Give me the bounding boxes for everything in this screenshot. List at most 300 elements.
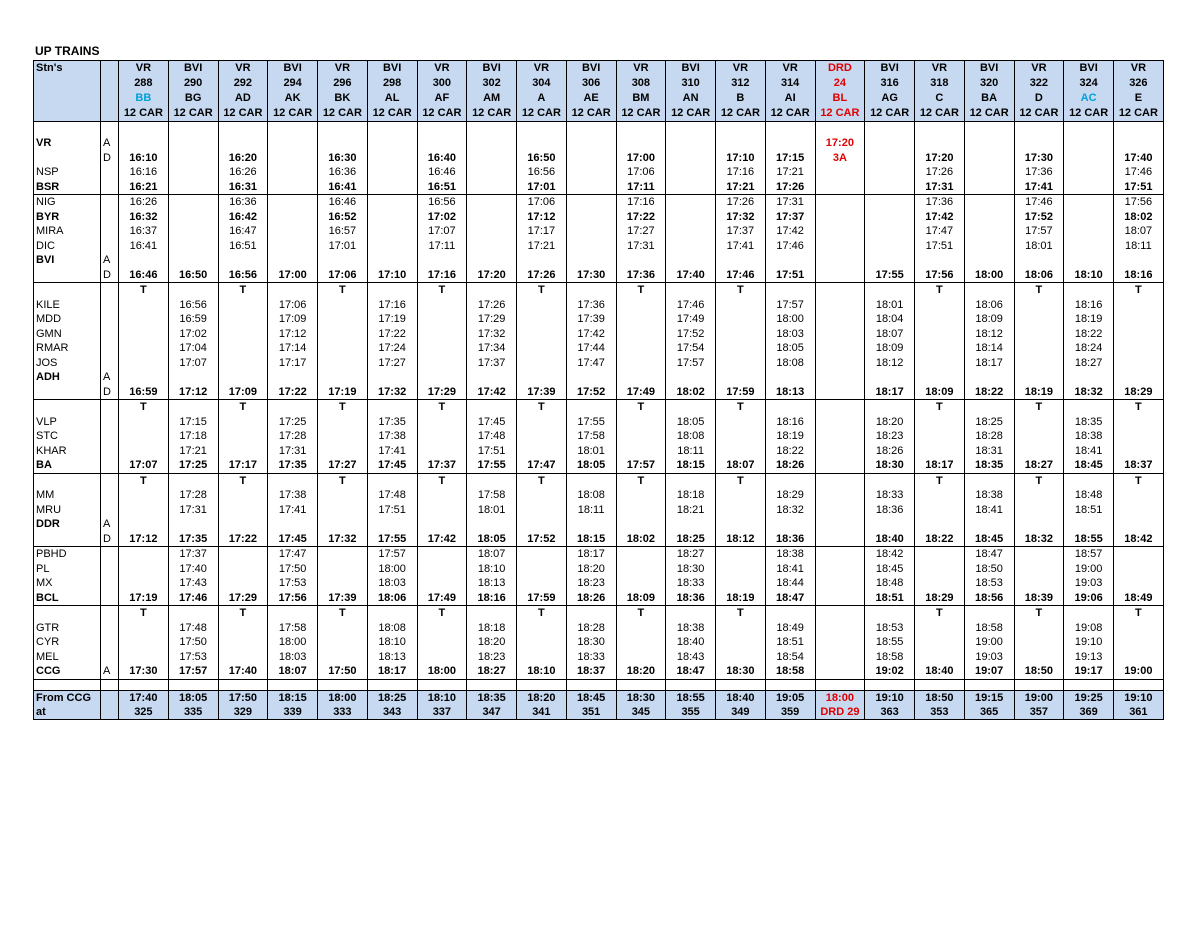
- time-cell: [119, 562, 169, 577]
- time-cell: [616, 356, 666, 371]
- time-cell: 18:19: [1064, 312, 1114, 327]
- time-cell: [1064, 165, 1114, 180]
- time-cell: [218, 429, 268, 444]
- time-cell: T: [616, 473, 666, 488]
- timetable-row: [34, 547, 1164, 562]
- spacer: [964, 122, 1014, 137]
- time-cell: 18:08: [666, 429, 716, 444]
- timetable-row: [34, 606, 1164, 621]
- time-cell: 18:53: [964, 576, 1014, 591]
- train-header: [218, 61, 268, 122]
- spacer: [268, 679, 318, 690]
- time-cell: 17:28: [168, 488, 218, 503]
- time-cell: [119, 503, 169, 518]
- time-cell: 18:07: [716, 458, 766, 473]
- time-cell: [517, 253, 567, 268]
- spacer: [915, 679, 965, 690]
- time-cell: [1014, 650, 1064, 665]
- station-name: NIG: [34, 195, 101, 210]
- time-cell: [467, 165, 517, 180]
- time-cell: [318, 327, 368, 342]
- time-cell: T: [716, 473, 766, 488]
- time-cell: [417, 488, 467, 503]
- time-cell: [218, 547, 268, 562]
- spacer: [1064, 679, 1114, 690]
- time-cell: [666, 517, 716, 532]
- time-cell: [915, 356, 965, 371]
- train-code: C: [935, 92, 944, 104]
- car-count: 12 CAR: [621, 107, 661, 119]
- time-cell: [1114, 356, 1164, 371]
- train-header: [168, 61, 218, 122]
- time-cell: [865, 136, 915, 151]
- time-cell: 17:21: [765, 165, 815, 180]
- time-cell: [815, 635, 865, 650]
- time-cell: 18:00: [964, 268, 1014, 283]
- time-cell: [367, 195, 417, 210]
- return-train-number: 351: [566, 705, 616, 720]
- time-cell: 17:57: [765, 298, 815, 313]
- time-cell: 17:47: [915, 224, 965, 239]
- time-cell: [716, 298, 766, 313]
- time-cell: 18:30: [566, 635, 616, 650]
- time-cell: [915, 635, 965, 650]
- time-cell: 17:51: [915, 239, 965, 254]
- time-cell: [417, 312, 467, 327]
- time-cell: 18:48: [865, 576, 915, 591]
- spacer: [101, 679, 119, 690]
- time-cell: [815, 180, 865, 195]
- time-cell: [1064, 239, 1114, 254]
- time-cell: [1064, 517, 1114, 532]
- time-cell: 17:19: [318, 385, 368, 400]
- station-name: [34, 385, 101, 400]
- ccg-departure: 18:35: [467, 690, 517, 705]
- time-cell: 18:16: [467, 591, 517, 606]
- train-header: [666, 61, 716, 122]
- time-cell: [517, 650, 567, 665]
- time-cell: 18:32: [765, 503, 815, 518]
- time-cell: T: [318, 606, 368, 621]
- time-cell: [666, 606, 716, 621]
- time-cell: 18:07: [268, 664, 318, 679]
- car-count: 12 CAR: [720, 107, 760, 119]
- time-cell: 16:46: [119, 268, 169, 283]
- time-cell: [616, 327, 666, 342]
- time-cell: 17:20: [467, 268, 517, 283]
- time-cell: T: [1114, 283, 1164, 298]
- timetable-row: [34, 239, 1164, 254]
- station-name: VLP: [34, 415, 101, 430]
- time-cell: T: [716, 283, 766, 298]
- time-cell: [815, 370, 865, 385]
- train-header: [765, 61, 815, 122]
- spacer: [865, 122, 915, 137]
- station-name: CYR: [34, 635, 101, 650]
- time-cell: [815, 385, 865, 400]
- time-cell: [964, 151, 1014, 166]
- time-cell: 19:17: [1064, 664, 1114, 679]
- time-cell: [318, 415, 368, 430]
- time-cell: 17:40: [666, 268, 716, 283]
- time-cell: 18:05: [467, 532, 517, 547]
- timetable-row: [34, 312, 1164, 327]
- time-cell: [119, 635, 169, 650]
- time-cell: 17:32: [318, 532, 368, 547]
- time-cell: 17:57: [367, 547, 417, 562]
- time-cell: [915, 370, 965, 385]
- time-cell: [268, 239, 318, 254]
- time-cell: [517, 562, 567, 577]
- time-cell: [467, 210, 517, 225]
- time-cell: 18:31: [964, 444, 1014, 459]
- time-cell: 19:00: [1064, 562, 1114, 577]
- time-cell: [566, 165, 616, 180]
- time-cell: [467, 370, 517, 385]
- time-cell: [566, 210, 616, 225]
- time-cell: 17:46: [168, 591, 218, 606]
- time-cell: [119, 650, 169, 665]
- time-cell: [318, 503, 368, 518]
- origin: BVI: [880, 62, 899, 74]
- time-cell: 18:30: [716, 664, 766, 679]
- time-cell: 18:10: [517, 664, 567, 679]
- time-cell: [218, 356, 268, 371]
- time-cell: [815, 415, 865, 430]
- time-cell: [168, 400, 218, 415]
- time-cell: 16:51: [417, 180, 467, 195]
- station-header: Stn's: [34, 61, 101, 122]
- time-cell: 17:56: [1114, 195, 1164, 210]
- spacer: [367, 679, 417, 690]
- time-cell: [467, 283, 517, 298]
- arr-dep-marker: [101, 224, 119, 239]
- time-cell: 17:14: [268, 341, 318, 356]
- time-cell: [218, 635, 268, 650]
- spacer: [1114, 679, 1164, 690]
- time-cell: [268, 151, 318, 166]
- time-cell: 17:29: [467, 312, 517, 327]
- time-cell: [1114, 298, 1164, 313]
- time-cell: [815, 356, 865, 371]
- time-cell: [1064, 400, 1114, 415]
- time-cell: 17:55: [467, 458, 517, 473]
- time-cell: 19:10: [1064, 635, 1114, 650]
- time-cell: 17:28: [268, 429, 318, 444]
- time-cell: 17:57: [666, 356, 716, 371]
- time-cell: 17:55: [566, 415, 616, 430]
- time-cell: [417, 635, 467, 650]
- time-cell: [467, 606, 517, 621]
- return-train-number: 359: [765, 705, 815, 720]
- time-cell: [915, 562, 965, 577]
- time-cell: [815, 210, 865, 225]
- time-cell: 18:01: [566, 444, 616, 459]
- time-cell: 18:19: [765, 429, 815, 444]
- time-cell: 17:12: [268, 327, 318, 342]
- time-cell: [815, 503, 865, 518]
- time-cell: 18:00: [367, 562, 417, 577]
- timetable-row: [34, 341, 1164, 356]
- time-cell: [915, 517, 965, 532]
- time-cell: 17:41: [1014, 180, 1064, 195]
- time-cell: T: [417, 400, 467, 415]
- time-cell: [218, 562, 268, 577]
- car-count: 12 CAR: [870, 107, 910, 119]
- station-name: NSP: [34, 165, 101, 180]
- ccg-departure: 18:30: [616, 690, 666, 705]
- time-cell: 18:16: [765, 415, 815, 430]
- time-cell: [1014, 415, 1064, 430]
- train-number: 314: [780, 77, 800, 89]
- time-cell: 18:12: [865, 356, 915, 371]
- time-cell: 17:40: [168, 562, 218, 577]
- time-cell: 17:19: [119, 591, 169, 606]
- time-cell: [268, 180, 318, 195]
- time-cell: [716, 576, 766, 591]
- timetable-row: [34, 356, 1164, 371]
- origin: BVI: [681, 62, 700, 74]
- time-cell: 18:17: [915, 458, 965, 473]
- time-cell: [865, 517, 915, 532]
- timetable-row: [34, 195, 1164, 210]
- station-name: GTR: [34, 621, 101, 636]
- time-cell: 18:01: [467, 503, 517, 518]
- time-cell: 17:18: [168, 429, 218, 444]
- time-cell: [517, 370, 567, 385]
- train-header: [467, 61, 517, 122]
- time-cell: 18:01: [865, 298, 915, 313]
- origin: BVI: [581, 62, 601, 74]
- time-cell: 17:06: [268, 298, 318, 313]
- time-cell: 17:27: [318, 458, 368, 473]
- time-cell: [517, 444, 567, 459]
- time-cell: [964, 400, 1014, 415]
- time-cell: 17:50: [168, 635, 218, 650]
- timetable-row: [34, 458, 1164, 473]
- time-cell: 17:21: [517, 239, 567, 254]
- time-cell: [218, 312, 268, 327]
- time-cell: 17:49: [616, 385, 666, 400]
- time-cell: [318, 136, 368, 151]
- time-cell: [765, 370, 815, 385]
- time-cell: 18:57: [1064, 547, 1114, 562]
- time-cell: [865, 151, 915, 166]
- time-cell: 18:45: [964, 532, 1014, 547]
- arr-dep-marker: [101, 635, 119, 650]
- train-number: 296: [333, 77, 352, 89]
- time-cell: T: [517, 400, 567, 415]
- timetable: [33, 60, 1164, 720]
- time-cell: 17:16: [367, 298, 417, 313]
- time-cell: 17:57: [1014, 224, 1064, 239]
- time-cell: 18:27: [1014, 458, 1064, 473]
- time-cell: T: [417, 473, 467, 488]
- time-cell: 19:03: [964, 650, 1014, 665]
- time-cell: [1114, 136, 1164, 151]
- spacer: [964, 679, 1014, 690]
- time-cell: 16:41: [119, 239, 169, 254]
- time-cell: [566, 136, 616, 151]
- time-cell: [467, 239, 517, 254]
- time-cell: 18:18: [467, 621, 517, 636]
- time-cell: [218, 415, 268, 430]
- time-cell: [1114, 370, 1164, 385]
- time-cell: 17:10: [716, 151, 766, 166]
- time-cell: [367, 239, 417, 254]
- timetable-row: [34, 621, 1164, 636]
- time-cell: 17:35: [367, 415, 417, 430]
- spacer: [1014, 122, 1064, 137]
- arr-dep-marker: [101, 606, 119, 621]
- train-code: AD: [234, 92, 251, 104]
- return-train-number: 325: [119, 705, 169, 720]
- time-cell: [666, 195, 716, 210]
- time-cell: T: [915, 473, 965, 488]
- train-number: 318: [930, 77, 949, 89]
- time-cell: [915, 298, 965, 313]
- time-cell: 17:30: [1014, 151, 1064, 166]
- time-cell: [815, 547, 865, 562]
- time-cell: [815, 650, 865, 665]
- time-cell: [367, 473, 417, 488]
- time-cell: [119, 576, 169, 591]
- time-cell: [716, 444, 766, 459]
- time-cell: [168, 370, 218, 385]
- station-name: KILE: [34, 298, 101, 313]
- time-cell: 17:52: [1014, 210, 1064, 225]
- time-cell: 17:46: [1114, 165, 1164, 180]
- car-count: 12 CAR: [273, 107, 313, 119]
- time-cell: 17:16: [417, 268, 467, 283]
- train-header: [1064, 61, 1114, 122]
- train-code: AE: [583, 92, 599, 104]
- time-cell: 18:03: [268, 650, 318, 665]
- footer-label: From CCG at: [34, 690, 101, 719]
- time-cell: [964, 195, 1014, 210]
- time-cell: [915, 576, 965, 591]
- spacer: [417, 122, 467, 137]
- time-cell: 18:13: [367, 650, 417, 665]
- time-cell: 17:42: [915, 210, 965, 225]
- time-cell: [616, 488, 666, 503]
- time-cell: 18:51: [1064, 503, 1114, 518]
- station-name: [34, 283, 101, 298]
- time-cell: [1014, 356, 1064, 371]
- time-cell: 18:41: [1064, 444, 1114, 459]
- car-count: 12 CAR: [223, 107, 263, 119]
- time-cell: 18:55: [1064, 532, 1114, 547]
- station-name: DDR: [34, 517, 101, 532]
- return-train-number: 333: [318, 705, 368, 720]
- time-cell: T: [318, 473, 368, 488]
- time-cell: 18:26: [865, 444, 915, 459]
- time-cell: 16:57: [318, 224, 368, 239]
- station-name: [34, 268, 101, 283]
- time-cell: [716, 253, 766, 268]
- time-cell: [517, 298, 567, 313]
- time-cell: 17:30: [119, 664, 169, 679]
- time-cell: 17:46: [666, 298, 716, 313]
- train-number: 302: [482, 77, 501, 89]
- time-cell: 17:59: [517, 591, 567, 606]
- train-header: [119, 61, 169, 122]
- time-cell: [716, 136, 766, 151]
- time-cell: [1064, 136, 1114, 151]
- arr-dep-marker: A: [101, 664, 119, 679]
- time-cell: [1114, 547, 1164, 562]
- time-cell: [616, 136, 666, 151]
- time-cell: [268, 165, 318, 180]
- time-cell: [616, 576, 666, 591]
- timetable-row: [34, 268, 1164, 283]
- time-cell: [467, 400, 517, 415]
- time-cell: 17:04: [168, 341, 218, 356]
- time-cell: 18:58: [865, 650, 915, 665]
- time-cell: T: [119, 606, 169, 621]
- time-cell: 16:46: [318, 195, 368, 210]
- timetable-row: [34, 488, 1164, 503]
- time-cell: [765, 253, 815, 268]
- time-cell: [1114, 576, 1164, 591]
- time-cell: [1114, 650, 1164, 665]
- time-cell: [517, 547, 567, 562]
- time-cell: [517, 327, 567, 342]
- time-cell: 17:36: [1014, 165, 1064, 180]
- time-cell: [318, 253, 368, 268]
- time-cell: [367, 400, 417, 415]
- time-cell: 16:36: [318, 165, 368, 180]
- time-cell: 18:36: [666, 591, 716, 606]
- time-cell: 18:29: [1114, 385, 1164, 400]
- time-cell: [318, 356, 368, 371]
- time-cell: 17:17: [517, 224, 567, 239]
- time-cell: [666, 283, 716, 298]
- time-cell: [1064, 473, 1114, 488]
- time-cell: [566, 180, 616, 195]
- spacer: [517, 679, 567, 690]
- time-cell: [119, 370, 169, 385]
- car-count: 12 CAR: [820, 107, 860, 119]
- time-cell: 18:40: [666, 635, 716, 650]
- time-cell: [367, 224, 417, 239]
- time-cell: 17:11: [417, 239, 467, 254]
- time-cell: T: [318, 283, 368, 298]
- time-cell: 18:38: [666, 621, 716, 636]
- ccg-departure: 17:40: [119, 690, 169, 705]
- time-cell: [1064, 180, 1114, 195]
- time-cell: 17:12: [517, 210, 567, 225]
- time-cell: 17:47: [566, 356, 616, 371]
- arr-dep-marker: D: [101, 268, 119, 283]
- time-cell: 18:23: [865, 429, 915, 444]
- time-cell: [666, 224, 716, 239]
- train-number: 288: [134, 77, 153, 89]
- train-header: [417, 61, 467, 122]
- time-cell: 19:02: [865, 664, 915, 679]
- time-cell: [815, 576, 865, 591]
- station-name: MM: [34, 488, 101, 503]
- time-cell: 17:01: [318, 239, 368, 254]
- time-cell: [168, 136, 218, 151]
- time-cell: [815, 488, 865, 503]
- time-cell: [915, 503, 965, 518]
- time-cell: 16:40: [417, 151, 467, 166]
- time-cell: 17:51: [367, 503, 417, 518]
- time-cell: 18:06: [367, 591, 417, 606]
- time-cell: [119, 253, 169, 268]
- time-cell: 18:47: [964, 547, 1014, 562]
